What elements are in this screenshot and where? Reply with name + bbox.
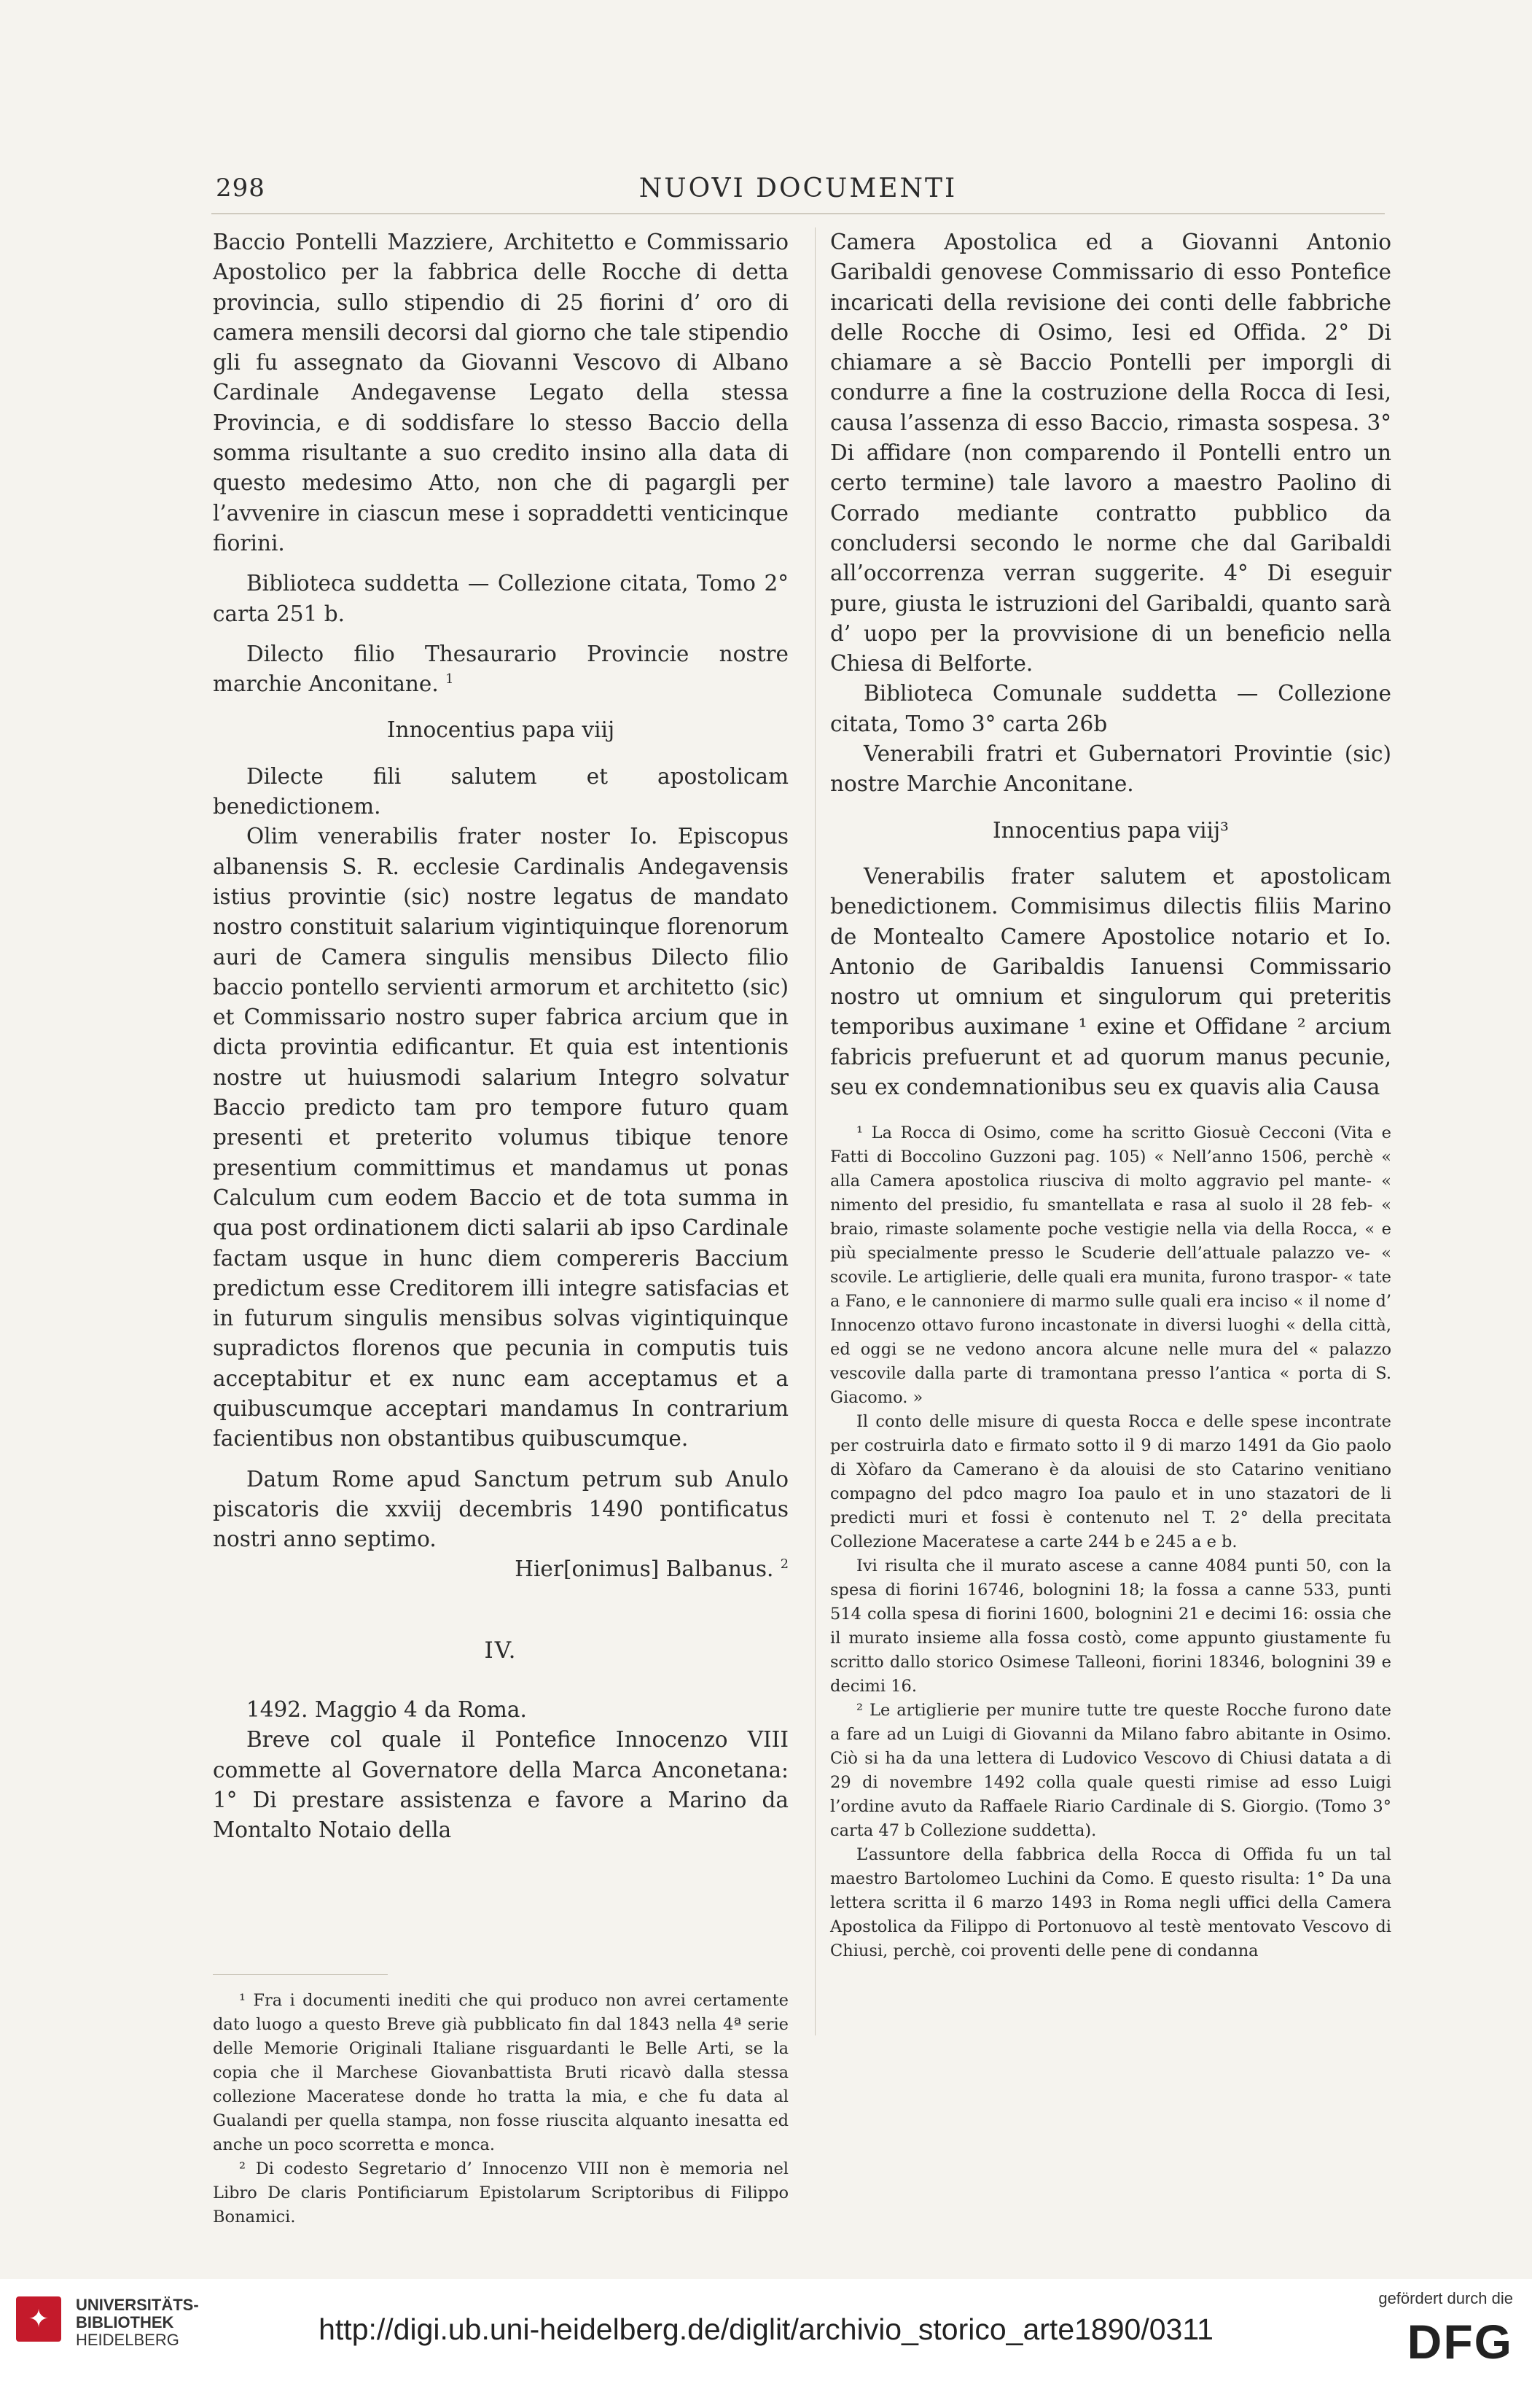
footnote: Il conto delle misure di questa Rocca e delle spese incontrate per costruirla dato e firmato sotto il 9 di marzo 1491 da Gio paolo di Xòfaro da Camerano è da alouisi de sto Catarino venitiano compagno del pdco magro Ioa paulo et in uno stazatori de li predicti muri et fossi è contenuto nel T. 2° della precitata Collezione Maceratese a carte 244 b e 245 a e b. [830,1412,1391,1551]
left-footnotes [213,1989,789,2229]
footnote: L’assuntore della fabbrica della Rocca di Offida fu un tal maestro Bartolomeo Luchini da Como. E questo risulta: 1° Da una lettera scritta il 6 marzo 1493 in Roma negli uffici della Camera Apostolica da Filippo di Portonuovo al testè mentovato Vescovo di Chiusi, perchè, coi proventi delle pene di condanna [830,1845,1391,1960]
footnote-ref: 1 [445,672,454,687]
permalink[interactable]: http://digi.ub.uni-heidelberg.de/diglit/archivio_storico_arte1890/0311 [318,2312,1214,2346]
paragraph: Biblioteca suddetta — Collezione citata, Tomo 2° carta 251 b. [213,571,789,626]
paragraph: Baccio Pontelli Mazziere, Architetto e Commissario Apostolico per la fabbrica delle Rocche di detta provincia, sullo stipendio di 25 fiorini d’ oro di camera mensili decorsi dal giorno che tale stipendio gli fu assegnato da Giovanni Vescovo di Albano Cardinale Andegavense Legato della stessa Provincia, e di soddisfare lo stesso Baccio della somma risultante a suo credito insino alla data di questo medesimo Atto, non che di pagargli per l’avvenire in ciascun mese i sopraddetti venticinque fiorini. [213,230,789,556]
paragraph: Venerabili fratri et Gubernatori Provintie (sic) nostre Marchie Anconitane. [830,741,1391,797]
running-title: NUOVI DOCUMENTI [638,174,958,203]
footnote: Ivi risulta che il murato ascese a canne 4084 punti 50, con la spesa di fiorini 16746, bolognini 18; la fossa a canne 533, punti 514 colla spesa di fiorini 1600, bolognini 21 e decimi 16: ossia che il murato insieme alla fossa costò, come appunto giustamente fu scritto dallo storico Osimese Talleoni, fiorini 18346, bolognini 39 e decimi 16. [830,1556,1391,1696]
heading-innocentius: Innocentius papa viij [386,717,615,743]
running-header [211,172,1385,214]
section-number: IV. [484,1637,517,1664]
footer-bar [0,2279,1532,2408]
date-line: 1492. Maggio 4 da Roma. [246,1697,527,1723]
footnote-separator [213,1974,388,1975]
dfg-logo: DFG [1407,2315,1513,2369]
left-column [213,227,789,1846]
footnote: ¹ La Rocca di Osimo, come ha scritto Giosuè Cecconi (Vita e Fatti di Boccolino Guzzoni pag. 105) « Nell’anno 1506, perchè « alla Camera apostolica riusciva di molto aggravio pel mante- « nimento del presidio, fu smantellata e rasa al suolo il 28 feb- « braio, rimaste solamente poche vestigie nella via della Rocca, « e più specialmente presso le Scuderie dell’attuale palazzo ve- « scovile. Le artiglierie, delle quali era munita, furono traspor- « tate a Fano, e le cannoniere di marmo sulle quali era inciso « il nome d’ Innocenzo ottavo furono incastonate in diversi luoghi « della città, ed oggi se ne vedono ancora alcune nelle mura del « palazzo vescovile dalla parte di tramontana presso l’antica « porta di S. Giacomo. » [830,1123,1391,1407]
paragraph: Datum Rome apud Sanctum petrum sub Anulo piscatoris die xxviij decembris 1490 pontificatus nostri anno septimo. [213,1466,789,1552]
right-column [830,227,1391,1102]
footnote: ² Di codesto Segretario d’ Innocenzo VIII non è memoria nel Libro De claris Pontificiarum Epistolarum Scriptoribus di Filippo Bonamici. [213,2159,789,2226]
university-seal-icon: ✦ [16,2296,61,2342]
paragraph: Olim venerabilis frater noster Io. Episcopus albanensis S. R. ecclesie Cardinalis Andegavensis istius provintie (sic) nostre legatus de mandato nostro constituit salarium vigintiquinque florenorum auri de Camera singulis mensibus Dilecto filio baccio pontello servienti armorum et architetto (sic) et Commissario nostro super fabrica arcium que in dicta provintia edificantur. Et quia est intentionis nostre ut huiusmodi salarium Integro solvatur Baccio predicto tam pro tempore futuro quam presenti et preterito volumus tibique tenore presentium committimus et mandamus ut ponas Calculum cum eodem Baccio et de tota summa in qua post ordinationem dicti salarii ab ipso Cardinale factam usque in hunc diem compereris Baccium predictum esse Creditorem illi integre satisfacias et in futurum singulis mensibus solvas vigintiquinque supradictos florenos que pecunia in computis tuis acceptabitur et ex nunc eam acceptamus et a quibuscumque acceptari mandamus In contrarium facientibus non obstantibus quibuscumque. [213,824,789,1452]
page-number: 298 [216,174,265,203]
paragraph: Venerabilis frater salutem et apostolicam benedictionem. Commisimus dilectis filiis Marino de Montealto Camere Apostolice notario et Io. Antonio de Garibaldis Ianuensi Commissario nostro ut omnium et singulorum qui preteritis temporibus auximane ¹ exine et Offidane ² arcium fabricis prefuerunt et ad quorum manus pecunie, seu ex condemnationibus seu ex quavis alia Causa [830,863,1391,1100]
paragraph: Dilecte fili salutem et apostolicam benedictionem. [213,763,789,819]
address-line: Dilecto filio Thesaurario Provincie nostre marchie Anconitane. $^1$ [213,641,789,697]
footnote: ¹ Fra i documenti inediti che qui produco non avrei certamente dato luogo a questo Breve già pubblicato fin dal 1843 nella 4ª serie delle Memorie Originali Italiane risguardanti le Belle Arti, se la copia che il Marchese Giovanbattista Bruti ricavò dalla stessa collezione Maceratese donde ho tratta la mia, e che fu data al Gualandi per quella stampa, non fosse riuscita alquanto inesatta ed anche un poco scorretta e monca. [213,1991,789,2154]
funding-label: gefördert durch die [1378,2289,1513,2307]
paragraph: Breve col quale il Pontefice Innocenzo VIII commette al Governatore della Marca Anconetana: 1° Di prestare assistenza e favore a Marino da Montalto Notaio della [213,1727,789,1843]
heading-innocentius: Innocentius papa viij³ [992,817,1230,843]
library-name: UNIVERSITÄTS- BIBLIOTHEK HEIDELBERG [76,2296,199,2349]
right-footnotes [830,1121,1391,1963]
footnote-ref: 2 [780,1557,789,1573]
footnote: ² Le artiglierie per munire tutte tre queste Rocche furono date a fare ad un Luigi di Giovanni da Milano fabro abitante in Osimo. Ciò si ha da una lettera di Ludovico Vescovo di Chiusi datata a di 29 di novembre 1492 colla quale questi rimise ad esso Luigi l’ordine avuto da Raffaele Riario Cardinale di S. Giorgio. (Tomo 3° carta 47 b Collezione suddetta). [830,1701,1391,1840]
paragraph: Biblioteca Comunale suddetta — Collezione citata, Tomo 3° carta 26b [830,681,1391,736]
paragraph: Camera Apostolica ed a Giovanni Antonio Garibaldi genovese Commissario di esso Pontefice incaricati della revisione dei conti delle fabbriche delle Rocche di Osimo, Iesi ed Offida. 2° Di chiamare a sè Baccio Pontelli per imporgli di condurre a fine la costruzione della Rocca di Iesi, causa l’assenza di esso Baccio, rimasta sospesa. 3° Di affidare (non comparendo il Pontelli entro un certo termine) tale lavoro a maestro Paolino di Corrado mediante contratto pubblico da concludersi secondo le norme che dal Garibaldi all’occorrenza verran suggerite. 4° Di eseguir pure, giusta le istruzioni del Garibaldi, quanto sarà d’ uopo per la provvisione di un beneficio nella Chiesa di Belforte. [830,230,1391,677]
column-divider [815,227,816,2035]
signature: Hier[onimus] Balbanus. $^2$ [515,1556,789,1582]
